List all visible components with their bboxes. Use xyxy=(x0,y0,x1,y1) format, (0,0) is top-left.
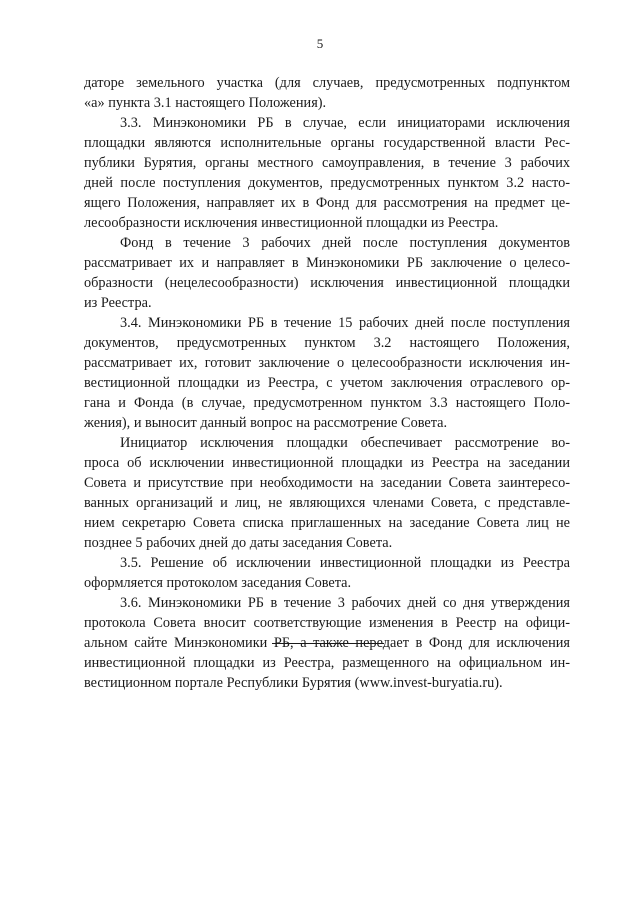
text-line: вестиционной площадки из Реестра, с учетом заключения отраслевого ор- xyxy=(84,375,570,391)
text-line: оформляется протоколом заседания Совета. xyxy=(84,575,352,591)
text-line: Инициатор исключения площадки обеспечивает рассмотрение во- xyxy=(120,435,570,451)
text-line: «а» пункта 3.1 настоящего Положения). xyxy=(84,95,327,111)
page-number: 5 xyxy=(316,36,324,51)
text-line: образности (нецелесообразности) исключения инвестиционной площадки xyxy=(84,275,570,291)
text-line: Совета и присутствие при необходимости на заседании Совета заинтересо- xyxy=(84,475,570,491)
text-line: дней после поступления документов, предусмотренных пунктом 3.2 насто- xyxy=(84,175,570,191)
text-line: 3.3. Минэкономики РБ в случае, если инициаторами исключения xyxy=(120,115,570,131)
text-line: документов, предусмотренных пунктом 3.2 настоящего Положения, xyxy=(84,335,570,351)
text-line: 3.6. Минэкономики РБ в течение 3 рабочих дней со дня утверждения xyxy=(120,595,570,611)
text-line: позднее 5 рабочих дней до даты заседания Совета. xyxy=(84,535,393,551)
text-line: протокола Совета вносит соответствующие изменения в Реестр на офици- xyxy=(84,615,570,631)
text-line: жения), и выносит данный вопрос на рассмотрение Совета. xyxy=(84,415,448,431)
text-line: рассматривает их и направляет в Минэкономики РБ заключение о целесо- xyxy=(84,255,570,271)
text-line: 3.4. Минэкономики РБ в течение 15 рабочих дней после поступления xyxy=(120,315,570,331)
text-line: площадки являются исполнительные органы государственной власти Рес- xyxy=(84,135,570,151)
text-line: гана и Фонда (в случае, предусмотренном пунктом 3.3 настоящего Поло- xyxy=(84,395,570,411)
text-line: вестиционном портале Республики Бурятия (www.invest-buryatia.ru). xyxy=(84,675,503,691)
text-line: рассматривает их, готовит заключение о целесообразности исключения ин- xyxy=(84,355,570,371)
text-line: Фонд в течение 3 рабочих дней после поступления документов xyxy=(120,235,570,251)
text-line: ящего Положения, направляет их в Фонд для рассмотрения на предмет це- xyxy=(84,195,570,211)
body-text xyxy=(84,73,570,693)
text-line: нием секретарю Совета списка приглашенных на заседание Совета лиц не xyxy=(84,515,570,531)
text-line: лесообразности исключения инвестиционной площадки из Реестра. xyxy=(84,215,499,231)
text-line: из Реестра. xyxy=(84,295,152,311)
end-divider-line xyxy=(272,643,384,644)
text-line: 3.5. Решение об исключении инвестиционной площадки из Реестра xyxy=(120,555,570,571)
text-line: альном сайте Минэкономики РБ, а также передает в Фонд для исключения xyxy=(84,635,570,651)
text-line: инвестиционной площадки из Реестра, размещенного на официальном ин- xyxy=(84,655,570,671)
text-line: публики Бурятия, органы местного самоуправления, в течение 3 рабочих xyxy=(84,155,570,171)
text-line: ванных организаций и лиц, не являющихся членами Совета, с представле- xyxy=(84,495,570,511)
text-line: датopе земельного участка (для случаев, предусмотренных подпунктом xyxy=(84,75,570,91)
text-line: проса об исключении инвестиционной площадки из Реестра на заседании xyxy=(84,455,570,471)
